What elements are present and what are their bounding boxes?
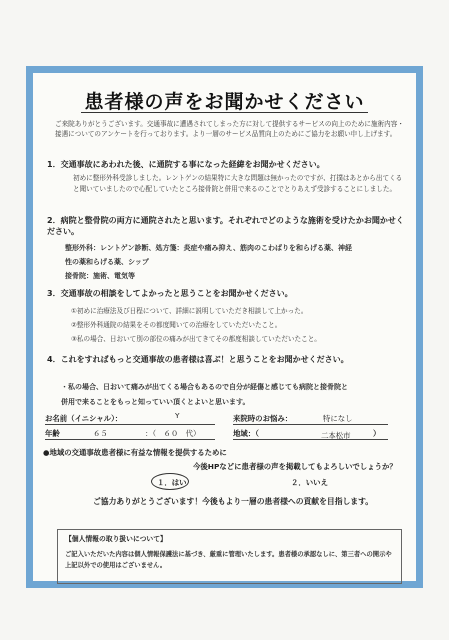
symptom-underline — [233, 424, 388, 425]
age-value: ６５ — [93, 429, 108, 438]
region-label: 地域：（ — [233, 429, 259, 438]
question-2: 2．病院と整骨院の両方に通院されたと思います。それぞれでどのような施術を受けたかお聞かせください。 — [47, 216, 404, 236]
symptom-value: 特になし — [323, 414, 353, 423]
intro-text: ご来院ありがとうございます。交通事故に遭遇されてしまった方に対して提供するサービスの向上のために施術内容・接遇についてのアンケートを行っております。より一層のサービス品質向上のためにご協力をお願い申し上げます。 — [55, 120, 404, 139]
answer-4-line-2: 併用で来ることをもっと知っていい頂くとよいと思います。 — [61, 398, 250, 406]
privacy-body: ご記入いただいた内容は個人情報保護法に基づき、厳重に管理いたします。患者様の承認なしに、第三者への開示や上記以外での使用はございません。 — [65, 551, 392, 569]
region-value: 二本松市 — [321, 431, 351, 440]
option-yes[interactable]: １．はい — [157, 478, 187, 487]
name-underline — [45, 424, 215, 425]
region-close: ） — [373, 429, 381, 438]
answer-4-line-1: ・私の場合、日おいて痛みが出てくる場合もあるので自分が経傷と感じても病院と接骨院と — [61, 383, 348, 391]
age-underline — [45, 439, 215, 440]
answer-3-item-3: ③私の場合、日おいて別の部位の痛みが出てきてその都度相談していただいたこと。 — [71, 335, 321, 343]
question-1: 1．交通事故にあわれた後、に通院する事になった経緯をお聞かせください。 — [47, 160, 325, 169]
consent-question-line-2: 今後HPなどに患者様の声を掲載してもよろしいでしょうか？ — [193, 462, 397, 471]
name-value: Y — [175, 411, 180, 420]
answer-1: 初めに整形外科受診しました。レントゲンの結果特に大きな問題は無かったのですが、打撲はあとから出てくると聞いていましたので心配していたところ接骨院と併用で来るのことでとりあえず受診することにしました。 — [73, 174, 403, 193]
region-underline — [233, 439, 388, 440]
title-underline — [81, 112, 368, 113]
age-decade: ：（ ６０ 代） — [145, 429, 201, 438]
survey-frame — [26, 66, 423, 588]
page-title: 患者様の声をお聞かせください — [84, 91, 365, 113]
question-4: 4．これをすればもっと交通事故の患者様は喜ぶ！と思うことをお聞かせください。 — [47, 355, 349, 364]
privacy-heading: 【個人情報の取り扱いについて】 — [65, 535, 167, 543]
answer-2-line-3: 接骨院：施術、電気等 — [65, 272, 135, 280]
answer-3-item-2: ②整形外科通院の結果をその都度聞いての治療をしていただいたこと。 — [71, 321, 282, 329]
symptom-label: 来院時のお悩み： — [233, 414, 293, 423]
answer-3-item-1: ①初めに治療法及び日程について、詳細に説明していただき相談して上かった。 — [71, 307, 308, 315]
question-3: 3．交通事故の相談をしてよかったと思うことをお聞かせください。 — [47, 289, 293, 298]
answer-2-line-1: 整形外科：レントゲン診断、処方箋：炎症や痛み抑え、筋肉のこわばりを和らげる薬、神経 — [65, 244, 352, 252]
consent-question-line-1: ●地域の交通事故患者様に有益な情報を提供するために — [43, 448, 227, 457]
age-label: 年齢 — [45, 429, 60, 438]
privacy-box — [57, 529, 402, 584]
answer-2-line-2: 性の薬和らげる薬、シップ — [65, 258, 149, 266]
thanks-message: ご協力ありがとうございます！今後もより一層の患者様への貢献を目指します。 — [93, 497, 374, 506]
name-label: お名前（イニシャル）： — [45, 414, 123, 423]
option-no[interactable]: ２．いいえ — [291, 478, 328, 487]
